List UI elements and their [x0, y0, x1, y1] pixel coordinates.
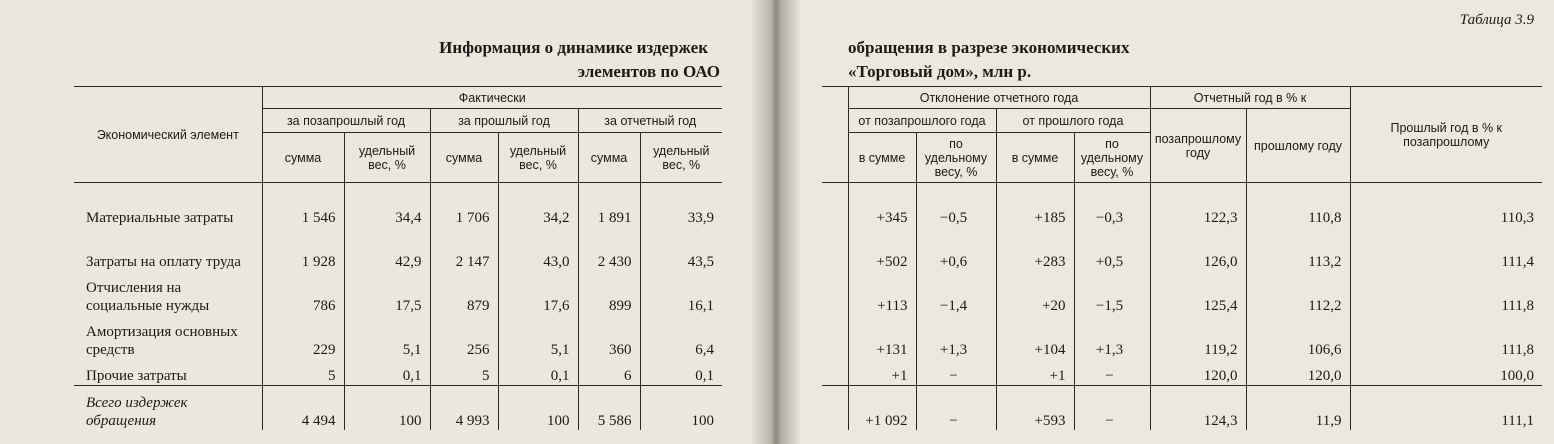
- header-share: удельный вес, %: [498, 133, 578, 183]
- cell-value: 34,2: [498, 183, 578, 228]
- header-to-last: прошлому году: [1246, 109, 1350, 183]
- cell-value: +0,5: [1074, 227, 1150, 271]
- cell-value: 899: [578, 271, 640, 315]
- cell-value: 786: [262, 271, 344, 315]
- cell-value: −: [916, 386, 996, 431]
- cell-value: 34,4: [344, 183, 430, 228]
- table-row: [822, 271, 1542, 315]
- cell-value: 256: [430, 315, 498, 359]
- row-label: Материальные затраты: [86, 210, 234, 226]
- cell-value: 111,4: [1350, 227, 1542, 271]
- cell-value: 5,1: [498, 315, 578, 359]
- book-gutter: [752, 0, 800, 444]
- row-label: Затраты на оплату труда: [86, 254, 241, 270]
- row-label: Амортизация основных средств: [86, 324, 238, 358]
- cell-value: 6: [578, 359, 640, 386]
- cell-value: 106,6: [1246, 315, 1350, 359]
- table-row: [74, 386, 722, 431]
- cell-value: 100: [640, 386, 722, 431]
- table-row: [74, 359, 722, 386]
- cell-value: +593: [996, 386, 1074, 431]
- table-row: [74, 315, 722, 359]
- header-share: удельный вес, %: [640, 133, 722, 183]
- header-in-sum: в сумме: [848, 133, 916, 183]
- cell-value: 360: [578, 315, 640, 359]
- header-by-share: по удельному весу, %: [916, 133, 996, 183]
- cell-value: 120,0: [1150, 359, 1246, 386]
- cell-value: +283: [996, 227, 1074, 271]
- cell-value: 6,4: [640, 315, 722, 359]
- cell-value: 43,5: [640, 227, 722, 271]
- cell-value: +1 092: [848, 386, 916, 431]
- cell-value: +0,6: [916, 227, 996, 271]
- cell-value: 124,3: [1150, 386, 1246, 431]
- cell-value: 2 147: [430, 227, 498, 271]
- header-actual: Фактически: [262, 87, 722, 109]
- cell-value: 5: [430, 359, 498, 386]
- cell-value: 120,0: [1246, 359, 1350, 386]
- header-period-before-last: за позапрошлый год: [262, 109, 430, 133]
- cell-value: −1,4: [916, 271, 996, 315]
- row-spacer: [822, 315, 848, 359]
- cell-value: 1 706: [430, 183, 498, 228]
- cell-value: 4 993: [430, 386, 498, 431]
- right-table: [822, 86, 1542, 430]
- cell-value: 113,2: [1246, 227, 1350, 271]
- cell-value: −0,3: [1074, 183, 1150, 228]
- row-spacer: [822, 183, 848, 228]
- cell-value: 122,3: [1150, 183, 1246, 228]
- table-row: [822, 359, 1542, 386]
- header-deviation: Отклонение отчетного года: [848, 87, 1150, 109]
- table-row: [822, 386, 1542, 431]
- cell-value: 17,6: [498, 271, 578, 315]
- header-in-sum: в сумме: [996, 133, 1074, 183]
- row-spacer: [822, 386, 848, 431]
- cell-value: 879: [430, 271, 498, 315]
- header-from-last: от прошлого года: [996, 109, 1150, 133]
- row-label: Прочие затраты: [86, 368, 187, 384]
- cell-value: +502: [848, 227, 916, 271]
- cell-value: 0,1: [498, 359, 578, 386]
- table-row: [74, 271, 722, 315]
- cell-value: 2 430: [578, 227, 640, 271]
- header-sum: сумма: [262, 133, 344, 183]
- cell-value: 100: [344, 386, 430, 431]
- cell-value: +1: [848, 359, 916, 386]
- cell-value: 0,1: [640, 359, 722, 386]
- table-number: Таблица 3.9: [1459, 12, 1534, 28]
- row-spacer: [822, 359, 848, 386]
- left-page: [0, 0, 772, 444]
- cell-value: −0,5: [916, 183, 996, 228]
- cell-value: +1,3: [1074, 315, 1150, 359]
- cell-value: 112,2: [1246, 271, 1350, 315]
- table-row: [822, 315, 1542, 359]
- cell-value: +345: [848, 183, 916, 228]
- cell-value: 5,1: [344, 315, 430, 359]
- cell-value: 111,8: [1350, 271, 1542, 315]
- cell-value: 111,8: [1350, 315, 1542, 359]
- cell-value: 11,9: [1246, 386, 1350, 431]
- cell-value: +104: [996, 315, 1074, 359]
- table-title-right: обращения в разрезе экономических «Торговый дом», млн р.: [848, 38, 1130, 81]
- cell-value: 100,0: [1350, 359, 1542, 386]
- cell-value: −1,5: [1074, 271, 1150, 315]
- left-table: [74, 86, 722, 430]
- cell-value: 5: [262, 359, 344, 386]
- cell-value: +20: [996, 271, 1074, 315]
- header-element: Экономический элемент: [74, 87, 262, 183]
- header-last-to-before: Прошлый год в % к позапрошлому: [1350, 87, 1542, 183]
- cell-value: 125,4: [1150, 271, 1246, 315]
- cell-value: 43,0: [498, 227, 578, 271]
- cell-value: −: [1074, 386, 1150, 431]
- right-page: [778, 0, 1554, 444]
- row-label: Отчисления на социальные нужды: [86, 280, 210, 314]
- cell-value: 100: [498, 386, 578, 431]
- cell-value: 126,0: [1150, 227, 1246, 271]
- cell-value: 0,1: [344, 359, 430, 386]
- cell-value: +1,3: [916, 315, 996, 359]
- header-share: удельный вес, %: [344, 133, 430, 183]
- header-to-before-last: позапрошлому году: [1150, 109, 1246, 183]
- row-spacer: [822, 227, 848, 271]
- cell-value: −: [1074, 359, 1150, 386]
- cell-value: 5 586: [578, 386, 640, 431]
- cell-value: 110,3: [1350, 183, 1542, 228]
- row-label: Всего издержек обращения: [86, 395, 188, 429]
- cell-value: 1 891: [578, 183, 640, 228]
- header-period-report: за отчетный год: [578, 109, 722, 133]
- cell-value: +185: [996, 183, 1074, 228]
- cell-value: 1 928: [262, 227, 344, 271]
- header-report-pct: Отчетный год в % к: [1150, 87, 1350, 109]
- header-from-before-last: от позапрошлого года: [848, 109, 996, 133]
- table-row: [822, 227, 1542, 271]
- cell-value: 17,5: [344, 271, 430, 315]
- cell-value: 110,8: [1246, 183, 1350, 228]
- table-title-left: Информация о динамике издержек элементов по ОАО: [439, 38, 720, 81]
- table-row: [822, 183, 1542, 228]
- table-row: [74, 183, 722, 228]
- cell-value: 1 546: [262, 183, 344, 228]
- header-sum: сумма: [430, 133, 498, 183]
- cell-value: +1: [996, 359, 1074, 386]
- header-by-share: по удельному весу, %: [1074, 133, 1150, 183]
- cell-value: +131: [848, 315, 916, 359]
- cell-value: +113: [848, 271, 916, 315]
- header-spacer: [822, 87, 848, 183]
- header-period-last: за прошлый год: [430, 109, 578, 133]
- header-sum: сумма: [578, 133, 640, 183]
- cell-value: 33,9: [640, 183, 722, 228]
- cell-value: 16,1: [640, 271, 722, 315]
- row-spacer: [822, 271, 848, 315]
- cell-value: −: [916, 359, 996, 386]
- cell-value: 229: [262, 315, 344, 359]
- cell-value: 42,9: [344, 227, 430, 271]
- cell-value: 119,2: [1150, 315, 1246, 359]
- table-row: [74, 227, 722, 271]
- cell-value: 111,1: [1350, 386, 1542, 431]
- cell-value: 4 494: [262, 386, 344, 431]
